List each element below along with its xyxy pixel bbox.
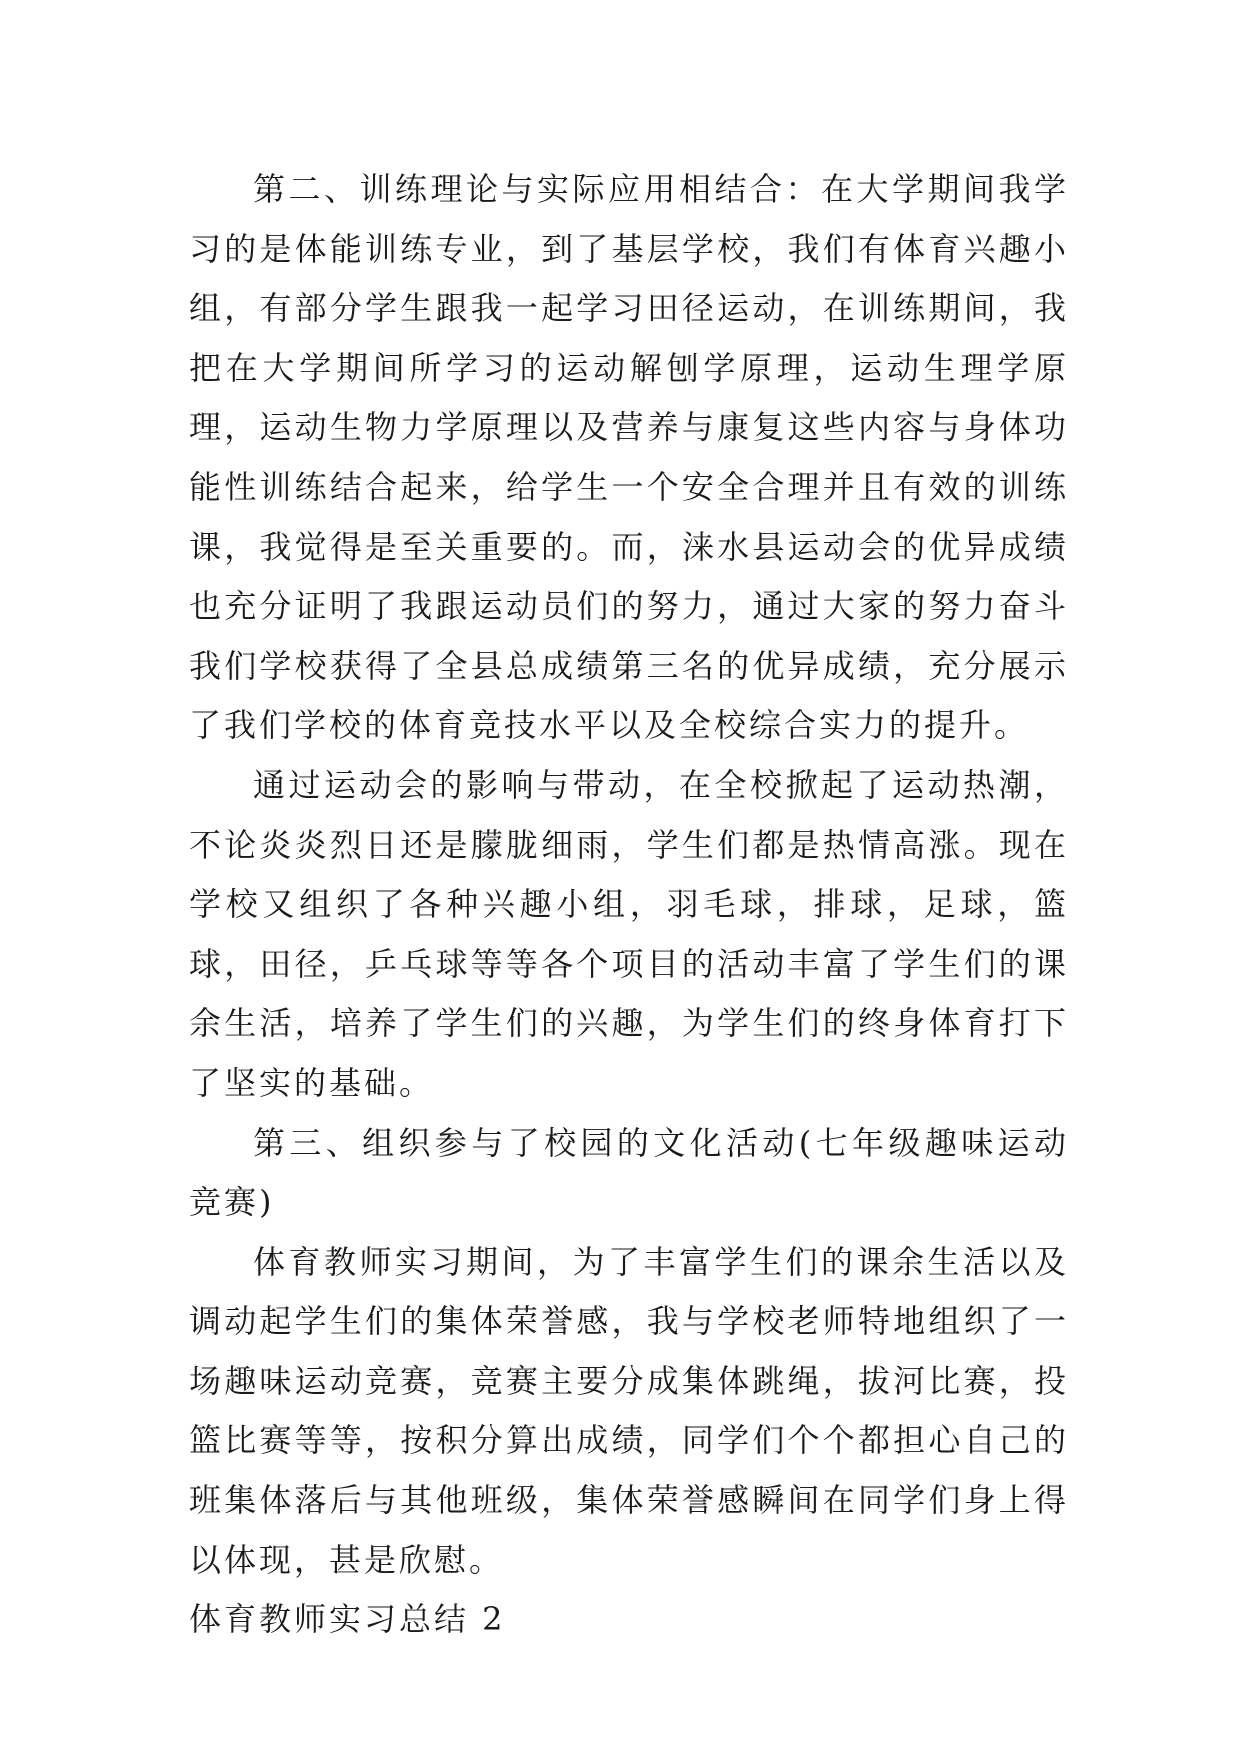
paragraph-cultural-activities-heading: 第三、组织参与了校园的文化活动(七年级趣味运动竞赛) xyxy=(189,1123,1069,1222)
paragraph-sports-meeting-impact: 通过运动会的影响与带动，在全校掀起了运动热潮，不论炎炎烈日还是朦胧细雨，学生们都是热情高涨。现在学校又组织了各种兴趣小组，羽毛球，排球，足球，篮球，田径，乒乓球等等各个项目的活动丰富了学生们的课余生活，培养了学生们的兴趣，为学生们的终身体育打下了坚实的基础。 xyxy=(189,765,1069,1102)
paragraph-fun-competition: 体育教师实习期间，为了丰富学生们的课余生活以及调动起学生们的集体荣誉感，我与学校老师特地组织了一场趣味运动竞赛，竞赛主要分成集体跳绳，拔河比赛，投篮比赛等等，按积分算出成绩，同学们个个都担心自己的班集体落后与其他班级，集体荣誉感瞬间在同学们身上得以体现，甚是欣慰。 xyxy=(189,1242,1069,1579)
paragraph-training-theory: 第二、训练理论与实际应用相结合：在大学期间我学习的是体能训练专业，到了基层学校，我们有体育兴趣小组，有部分学生跟我一起学习田径运动，在训练期间，我把在大学期间所学习的运动解刨学原理，运动生理学原理，运动生物力学原理以及营养与康复这些内容与身体功能性训练结合起来，给学生一个安全合理并且有效的训练课，我觉得是至关重要的。而，涞水县运动会的优异成绩也充分证明了我跟运动员们的努力，通过大家的努力奋斗我们学校获得了全县总成绩第三名的优异成绩，充分展示了我们学校的体育竞技水平以及全校综合实力的提升。 xyxy=(189,170,1069,745)
section-title: 体育教师实习总结 2 xyxy=(189,1600,506,1639)
document-body xyxy=(189,160,1069,1650)
